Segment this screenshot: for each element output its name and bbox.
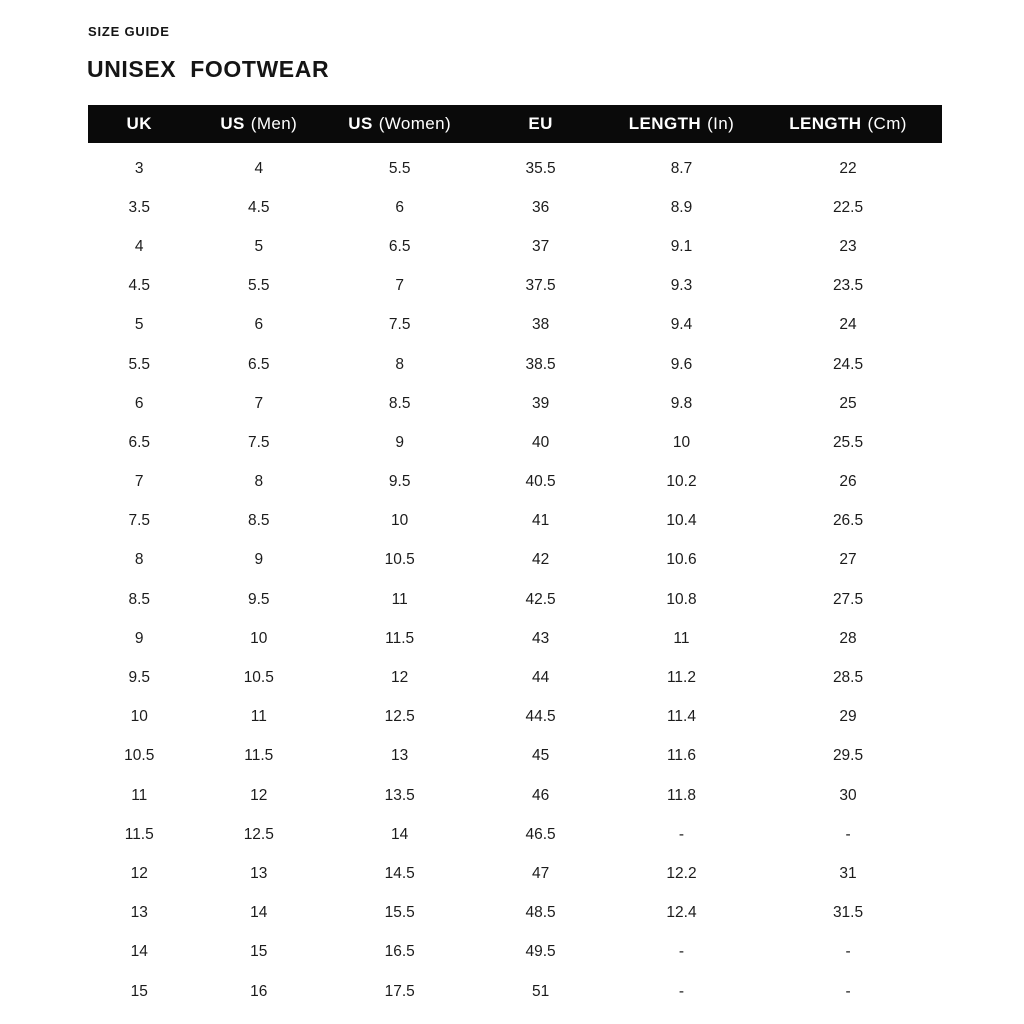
size-cell: 4.5 [128, 277, 151, 295]
size-cell: 9.6 [670, 355, 693, 373]
column-header-label: LENGTH [628, 114, 702, 133]
size-cell: 13 [391, 747, 409, 765]
size-cell: - [845, 943, 851, 961]
size-cell: 24.5 [832, 355, 864, 373]
size-cell: 49.5 [525, 943, 556, 961]
size-cell: 6.5 [388, 237, 411, 255]
table-row [88, 463, 942, 502]
table-row [88, 658, 942, 697]
size-cell: 11.8 [666, 786, 696, 804]
size-cell: 24 [839, 316, 857, 334]
size-cell: 29 [839, 708, 857, 726]
size-cell: 10.6 [666, 551, 697, 569]
size-cell: 7 [134, 473, 144, 491]
table-row [88, 267, 942, 306]
table-row [88, 815, 942, 854]
size-cell: 5.5 [128, 355, 151, 373]
size-cell: 12.5 [243, 825, 274, 843]
size-cell: 12 [250, 786, 268, 804]
size-cell: 9.4 [670, 316, 693, 334]
size-cell: 17.5 [384, 982, 415, 1000]
size-cell: 12.2 [666, 864, 697, 882]
table-row [88, 933, 942, 972]
size-cell: 4 [134, 237, 144, 255]
size-cell: 10.5 [243, 669, 274, 687]
table-row [88, 580, 942, 619]
size-cell: 25 [839, 394, 857, 412]
size-cell: 40.5 [525, 473, 556, 491]
size-cell: 9 [395, 433, 404, 451]
size-cell: 8.5 [248, 512, 270, 530]
size-cell: 10.8 [666, 590, 697, 608]
table-row [88, 972, 942, 1011]
size-cell: 7.5 [388, 316, 411, 334]
column-header-length-cm [754, 105, 942, 143]
size-cell: 11 [391, 590, 408, 608]
table-row [88, 894, 942, 933]
size-cell: 31.5 [832, 904, 864, 922]
column-header-eu [472, 105, 609, 143]
size-cell: 12 [130, 864, 148, 882]
size-cell: 10 [250, 629, 268, 647]
size-cell: 44 [531, 669, 550, 687]
size-table [88, 105, 942, 1011]
size-cell: - [845, 825, 851, 843]
size-cell: 10.4 [666, 512, 697, 530]
size-cell: 47 [531, 864, 550, 882]
table-row [88, 384, 942, 423]
size-cell: 14 [130, 943, 148, 961]
size-cell: 9.5 [248, 590, 270, 608]
size-cell: 23.5 [832, 277, 864, 295]
column-header-unit: (Women) [378, 114, 452, 133]
column-header-us-women [327, 105, 472, 143]
size-cell: 5.5 [248, 277, 270, 295]
size-cell: 10 [130, 708, 148, 726]
size-cell: 6 [254, 316, 264, 334]
page-title: UNISEX FOOTWEAR [87, 56, 330, 82]
size-cell: 9.1 [670, 237, 693, 255]
size-cell: 42.5 [525, 590, 556, 608]
size-cell: 22 [839, 159, 857, 177]
size-cell: - [845, 982, 851, 1000]
size-cell: 10 [391, 512, 409, 530]
size-cell: 12.5 [384, 708, 415, 726]
size-cell: 44.5 [525, 708, 556, 726]
size-cell: 8.9 [670, 198, 693, 216]
size-cell: 11.4 [666, 708, 696, 726]
size-cell: 39 [531, 394, 550, 412]
size-cell: 46 [531, 786, 550, 804]
size-cell: 16.5 [384, 943, 415, 961]
size-cell: 16 [250, 982, 268, 1000]
size-cell: 7 [395, 277, 404, 295]
size-cell: 10.5 [384, 551, 415, 569]
size-cell: 40 [531, 433, 550, 451]
size-cell: 46.5 [525, 825, 556, 843]
size-cell: 31 [839, 864, 857, 882]
size-cell: 22.5 [832, 198, 864, 216]
table-row [88, 188, 942, 227]
size-cell: 3 [134, 159, 144, 177]
table-row [88, 149, 942, 188]
size-cell: 4 [254, 159, 264, 177]
size-cell: 11.2 [666, 669, 696, 687]
size-cell: 13 [130, 904, 148, 922]
size-cell: 35.5 [525, 159, 556, 177]
size-cell: 15 [250, 943, 268, 961]
size-cell: 28.5 [832, 669, 864, 687]
size-cell: 5 [134, 316, 144, 334]
size-cell: - [678, 825, 685, 843]
column-header-uk [88, 105, 190, 143]
size-cell: 6.5 [248, 355, 270, 373]
table-row [88, 737, 942, 776]
table-row [88, 854, 942, 893]
size-cell: 14 [250, 904, 268, 922]
size-cell: 12 [391, 669, 409, 687]
size-cell: 6 [134, 394, 144, 412]
size-cell: 11 [673, 629, 690, 647]
size-cell: 10.2 [666, 473, 697, 491]
column-header-unit: (In) [707, 114, 735, 133]
table-row [88, 698, 942, 737]
size-cell: 11 [250, 708, 267, 726]
size-cell: 7.5 [128, 512, 151, 530]
size-cell: 11 [131, 786, 148, 804]
size-cell: 9 [134, 629, 144, 647]
size-table-header [88, 105, 942, 143]
table-row [88, 306, 942, 345]
size-cell: 8 [254, 473, 264, 491]
size-cell: 15.5 [384, 904, 415, 922]
size-cell: - [678, 943, 685, 961]
header-row [88, 105, 942, 143]
size-cell: - [678, 982, 685, 1000]
size-cell: 8.5 [388, 394, 411, 412]
size-cell: 6.5 [128, 433, 151, 451]
size-cell: 11.6 [666, 747, 696, 765]
column-header-label: UK [126, 114, 152, 133]
size-cell: 10.5 [124, 747, 155, 765]
size-cell: 28 [839, 629, 857, 647]
size-cell: 5 [254, 237, 264, 255]
size-cell: 29.5 [832, 747, 864, 765]
size-cell: 9 [254, 551, 264, 569]
size-cell: 27.5 [832, 590, 864, 608]
size-cell: 41 [531, 512, 550, 530]
size-cell: 8.5 [128, 590, 151, 608]
table-row [88, 423, 942, 462]
size-cell: 14.5 [384, 864, 415, 882]
size-cell: 3.5 [128, 198, 151, 216]
table-row [88, 541, 942, 580]
column-header-length-in [609, 105, 754, 143]
size-cell: 6 [395, 198, 404, 216]
size-cell: 11.5 [124, 825, 154, 843]
size-cell: 11.5 [244, 747, 274, 765]
size-cell: 9.8 [670, 394, 693, 412]
column-header-label: EU [528, 114, 553, 133]
size-cell: 26.5 [832, 512, 864, 530]
size-cell: 8.7 [670, 159, 693, 177]
size-table-body [88, 143, 942, 1011]
column-header-label: US [220, 114, 245, 133]
size-cell: 13.5 [384, 786, 415, 804]
size-cell: 7.5 [248, 433, 270, 451]
size-cell: 38 [531, 316, 550, 334]
table-row [88, 776, 942, 815]
size-cell: 8 [395, 355, 404, 373]
size-cell: 27 [839, 551, 857, 569]
size-cell: 36 [531, 198, 550, 216]
size-cell: 9.3 [670, 277, 693, 295]
table-row [88, 227, 942, 266]
size-cell: 5.5 [388, 159, 411, 177]
size-cell: 14 [391, 825, 409, 843]
size-cell: 8 [134, 551, 144, 569]
column-header-unit: (Cm) [867, 114, 907, 133]
size-cell: 38.5 [525, 355, 556, 373]
size-cell: 11.5 [385, 629, 415, 647]
table-row [88, 345, 942, 384]
column-header-label: LENGTH [789, 114, 862, 133]
size-cell: 42 [531, 551, 550, 569]
size-cell: 9.5 [128, 669, 151, 687]
table-row [88, 619, 942, 658]
size-cell: 4.5 [248, 198, 270, 216]
size-cell: 12.4 [666, 904, 697, 922]
column-header-unit: (Men) [250, 114, 298, 133]
size-cell: 9.5 [388, 473, 411, 491]
size-cell: 7 [254, 394, 264, 412]
table-row [88, 502, 942, 541]
size-guide-label: SIZE GUIDE [88, 24, 170, 39]
size-cell: 48.5 [525, 904, 556, 922]
size-cell: 43 [531, 629, 550, 647]
column-header-us-men [190, 105, 327, 143]
size-cell: 23 [839, 237, 857, 255]
size-cell: 26 [839, 473, 857, 491]
size-cell: 13 [250, 864, 268, 882]
size-cell: 51 [531, 982, 550, 1000]
size-cell: 45 [531, 747, 550, 765]
size-cell: 10 [672, 433, 691, 451]
size-cell: 30 [839, 786, 857, 804]
column-header-label: US [348, 114, 373, 133]
size-cell: 25.5 [832, 433, 864, 451]
size-cell: 37.5 [525, 277, 556, 295]
size-cell: 15 [130, 982, 148, 1000]
size-cell: 37 [531, 237, 550, 255]
